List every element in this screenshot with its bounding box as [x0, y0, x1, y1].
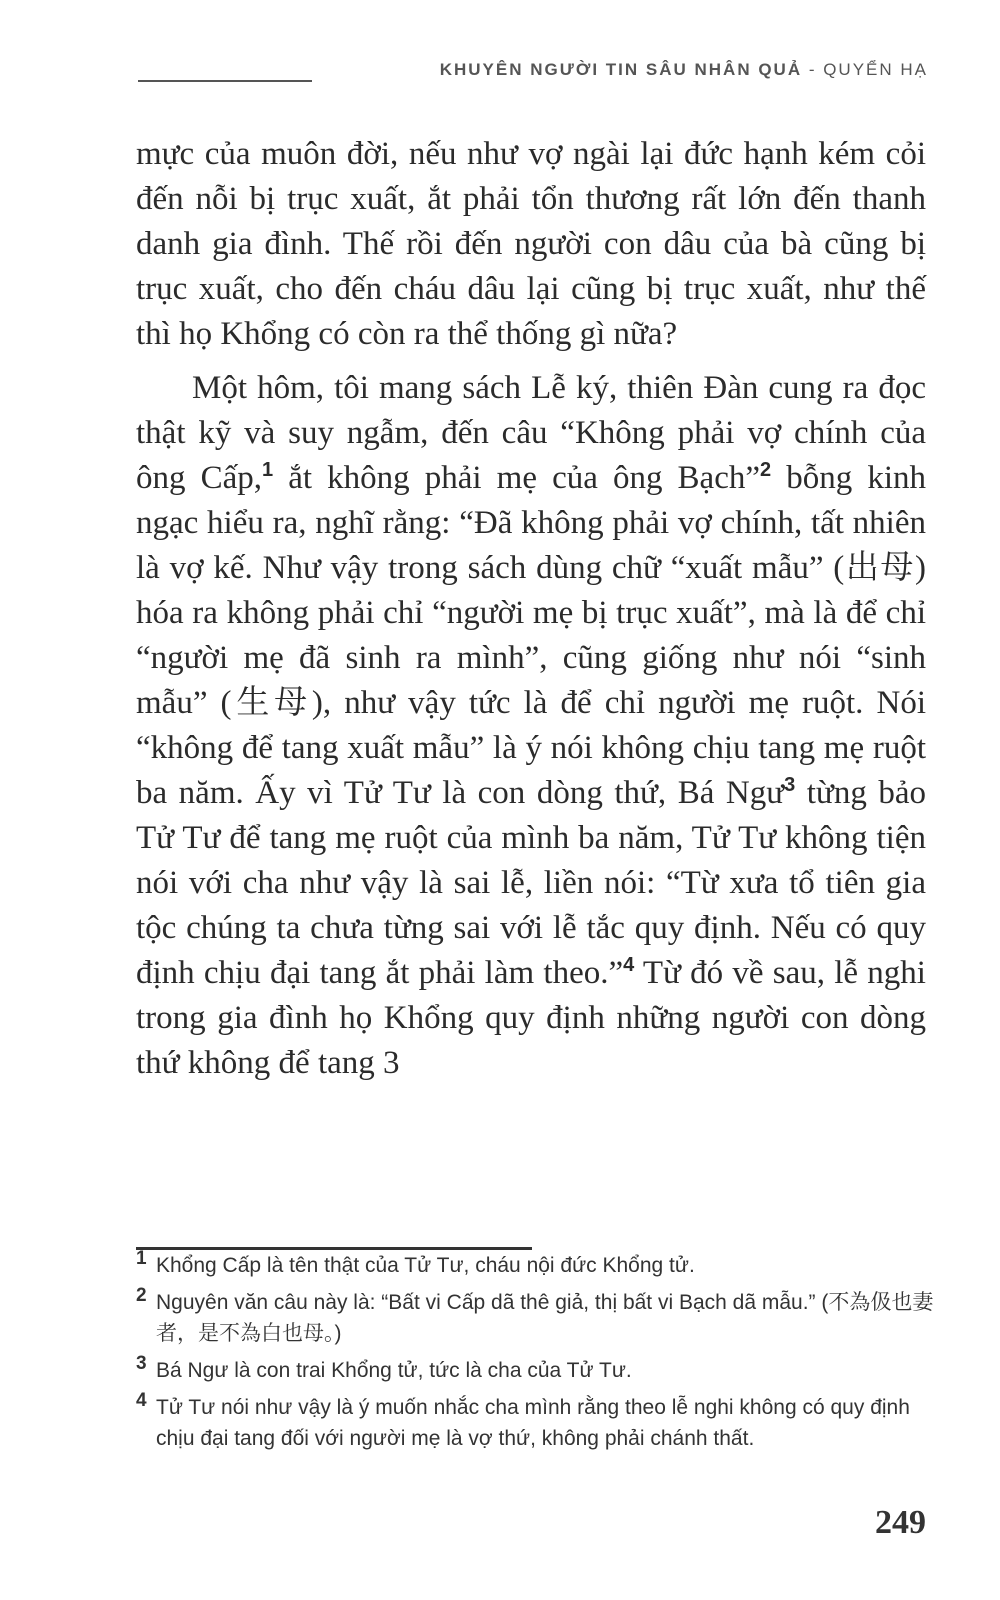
paragraph-2-part-d: từng bảo Tử Tư để tang mẹ ruột của mình ba năm, Tử Tư không tiện nói với cha như vậy là sai lễ, liền nói: “Từ xưa tổ tiên gia tộc chúng ta chưa từng sai với lễ tắc quy định. Nếu có quy định chịu đại tang ắt phải làm theo.” [136, 775, 927, 991]
running-head [440, 60, 928, 80]
paragraph-2 [136, 366, 926, 1086]
footnote-2-text: Nguyên văn câu này là: “Bất vi Cấp dã thê giả, thị bất vi Bạch dã mẫu.” (不為伋也妻者，是不為白也母。) [156, 1291, 934, 1345]
volume-title: QUYỂN HẠ [823, 60, 928, 79]
footnote-ref-2: 2 [760, 459, 772, 481]
footnote-1 [136, 1250, 936, 1281]
paragraph-2-part-e: Từ đó về sau, lễ nghi trong gia đình họ Khổng quy định những người con dòng thứ không để tang 3 [136, 955, 926, 1081]
footnote-4 [136, 1392, 936, 1454]
body-text [136, 132, 926, 1086]
paragraph-2-part-a: Một hôm, tôi mang sách Lễ ký, thiên Đàn cung ra đọc thật kỹ và suy ngẫm, đến câu “Không phải vợ chính của ông Cấp, [136, 370, 926, 496]
footnote-3 [136, 1355, 936, 1386]
footnote-1-number: 1 [136, 1248, 147, 1269]
paragraph-2-part-c: bỗng kinh ngạc hiểu ra, nghĩ rằng: “Đã không phải vợ chính, tất nhiên là vợ kế. Như vậy trong sách dùng chữ “xuất mẫu” (出母) hóa ra không phải chỉ “người mẹ bị trục xuất”, mà là để chỉ “người mẹ đã sinh ra mình”, cũng giống như nói “sinh mẫu” (生母), như vậy tức là để chỉ người mẹ ruột. Nói “không để tang xuất mẫu” là ý nói không chịu tang mẹ ruột ba năm. Ấy vì Tử Tư là con dòng thứ, Bá Ngư [136, 460, 926, 811]
paragraph-1: mực của muôn đời, nếu như vợ ngài lại đức hạnh kém cỏi đến nỗi bị trục xuất, ắt phải tổn thương rất lớn đến thanh danh gia đình. Thế rồi đến người con dâu của bà cũng bị trục xuất, cho đến cháu dâu lại cũng bị trục xuất, như thế thì họ Khổng có còn ra thể thống gì nữa? [136, 136, 926, 352]
footnote-2 [136, 1287, 936, 1349]
footnote-2-number: 2 [136, 1285, 147, 1306]
footnote-3-text: Bá Ngư là con trai Khổng tử, tức là cha của Tử Tư. [156, 1359, 632, 1382]
book-title: KHUYÊN NGƯỜI TIN SÂU NHÂN QUẢ [439, 60, 803, 79]
footnote-3-number: 3 [136, 1353, 147, 1374]
footnote-ref-4: 4 [623, 954, 635, 976]
footnote-4-number: 4 [136, 1390, 147, 1411]
header-separator: - [802, 60, 824, 79]
footnote-1-text: Khổng Cấp là tên thật của Tử Tư, cháu nội đức Khổng tử. [156, 1254, 695, 1277]
paragraph-2-part-b: ắt không phải mẹ của ông Bạch” [273, 460, 760, 496]
footnote-4-text: Tử Tư nói như vậy là ý muốn nhắc cha mình rằng theo lễ nghi không có quy định chịu đại tang đối với người mẹ là vợ thứ, không phải chánh thất. [156, 1396, 910, 1450]
header-rule [138, 80, 312, 82]
page-number: 249 [875, 1504, 926, 1541]
footnotes [136, 1250, 936, 1460]
footnote-ref-3: 3 [784, 774, 796, 796]
footnote-ref-1: 1 [262, 459, 274, 481]
